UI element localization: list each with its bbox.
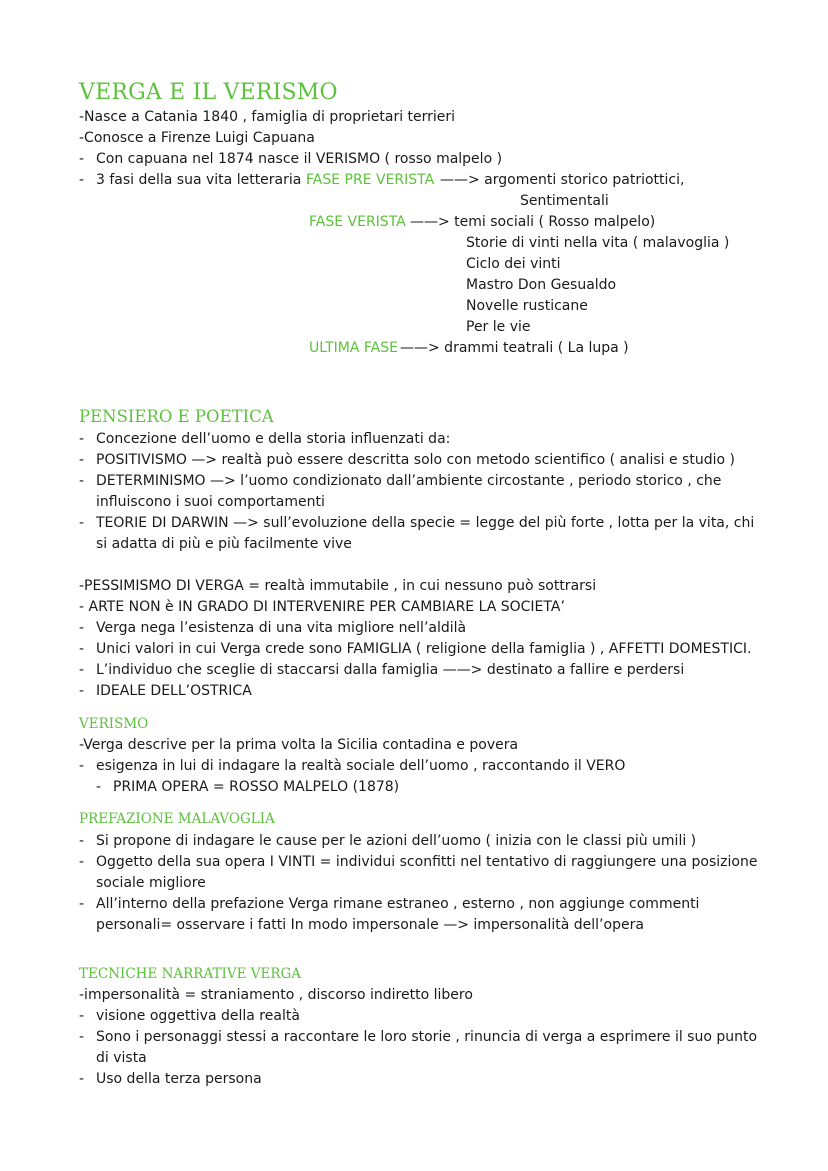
- bullet-dash: -: [79, 452, 85, 468]
- bullet-text: L’individuo che sceglie di staccarsi dalla famiglia ——> destinato a fallire e perdersi: [96, 662, 685, 678]
- bullet-dash: -: [79, 151, 85, 167]
- text-line: -PESSIMISMO DI VERGA = realtà immutabile , in cui nessuno può sottrarsi: [79, 578, 597, 594]
- text-line: -Nasce a Catania 1840 , famiglia di proprietari terrieri: [79, 109, 456, 125]
- bullet-dash: -: [79, 662, 85, 678]
- bullet-text: personali= osservare i fatti In modo impersonale —> impersonalità dell’opera: [96, 917, 644, 933]
- bullet-dash: -: [79, 1008, 85, 1024]
- bullet-text: POSITIVISMO —> realtà può essere descritta solo con metodo scientifico ( analisi e studio ): [96, 452, 735, 468]
- section-title-verismo: VERISMO: [79, 716, 149, 732]
- text-line: -Verga descrive per la prima volta la Sicilia contadina e povera: [79, 737, 519, 753]
- bullet-dash: -: [79, 172, 85, 188]
- bullet-text: visione oggettiva della realtà: [96, 1008, 300, 1024]
- bullet-text: All’interno della prefazione Verga rimane estraneo , esterno , non aggiunge commenti: [96, 896, 700, 912]
- bullet-dash: -: [79, 833, 85, 849]
- bullet-text: Oggetto della sua opera I VINTI = individui sconfitti nel tentativo di raggiungere una posizione: [96, 854, 758, 870]
- bullet-text: Verga nega l’esistenza di una vita migliore nell’aldilà: [96, 620, 467, 636]
- phase-text: ——> drammi teatrali ( La lupa ): [400, 340, 629, 356]
- bullet-dash: -: [79, 854, 85, 870]
- phase-item: Per le vie: [466, 319, 531, 335]
- phase-text: ——> argomenti storico patriottici,: [440, 172, 685, 188]
- bullet-dash: -: [79, 1071, 85, 1087]
- text-line: - ARTE NON è IN GRADO DI INTERVENIRE PER CAMBIARE LA SOCIETA’: [79, 599, 565, 615]
- bullet-text: esigenza in lui di indagare la realtà sociale dell’uomo , raccontando il VERO: [96, 758, 626, 774]
- bullet-text: Si propone di indagare le cause per le azioni dell’uomo ( inizia con le classi più umili ): [96, 833, 697, 849]
- bullet-text: Uso della terza persona: [96, 1071, 262, 1087]
- bullet-dash: -: [79, 515, 85, 531]
- bullet-text: di vista: [96, 1050, 147, 1066]
- phase-text: ——> temi sociali ( Rosso malpelo): [410, 214, 656, 230]
- bullet-dash: -: [79, 683, 85, 699]
- bullet-dash: -: [79, 758, 85, 774]
- phase-item: Storie di vinti nella vita ( malavoglia ): [466, 235, 730, 251]
- bullet-text: Concezione dell’uomo e della storia influenzati da:: [96, 431, 451, 447]
- bullet-text: sociale migliore: [96, 875, 206, 891]
- bullet-text: IDEALE DELL’OSTRICA: [96, 683, 252, 699]
- phase-label-ultima: ULTIMA FASE: [309, 340, 398, 356]
- bullet-dash: -: [79, 896, 85, 912]
- bullet-text: influiscono i suoi comportamenti: [96, 494, 325, 510]
- bullet-text: si adatta di più e più facilmente vive: [96, 536, 352, 552]
- bullet-dash: -: [79, 473, 85, 489]
- section-title-prefazione: PREFAZIONE MALAVOGLIA: [79, 811, 275, 827]
- bullet-dash: -: [79, 1029, 85, 1045]
- text-line: -Conosce a Firenze Luigi Capuana: [79, 130, 315, 146]
- text-line: -impersonalità = straniamento , discorso indiretto libero: [79, 987, 473, 1003]
- sub-bullet-text: PRIMA OPERA = ROSSO MALPELO (1878): [113, 779, 400, 795]
- bullet-text: TEORIE DI DARWIN —> sull’evoluzione della specie = legge del più forte , lotta per la vita, chi: [96, 515, 755, 531]
- bullet-dash: -: [96, 779, 102, 795]
- phase-item: Ciclo dei vinti: [466, 256, 561, 272]
- phase-item: Novelle rusticane: [466, 298, 588, 314]
- phase-text: Sentimentali: [520, 193, 609, 209]
- bullet-text: Unici valori in cui Verga crede sono FAMIGLIA ( religione della famiglia ) , AFFETTI DOMESTICI.: [96, 641, 752, 657]
- bullet-dash: -: [79, 620, 85, 636]
- phase-item: Mastro Don Gesualdo: [466, 277, 617, 293]
- bullet-dash: -: [79, 641, 85, 657]
- phase-label-pre-verista: FASE PRE VERISTA: [306, 172, 435, 188]
- section-title-tecniche: TECNICHE NARRATIVE VERGA: [79, 966, 302, 982]
- bullet-dash: -: [79, 431, 85, 447]
- bullet-text: Sono i personaggi stessi a raccontare le loro storie , rinuncia di verga a esprimere il suo punto: [96, 1029, 758, 1045]
- bullet-text: Con capuana nel 1874 nasce il VERISMO ( rosso malpelo ): [96, 151, 503, 167]
- phase-label-verista: FASE VERISTA: [309, 214, 406, 230]
- section-title-verga: VERGA E IL VERISMO: [79, 80, 338, 105]
- section-title-pensiero: PENSIERO E POETICA: [79, 407, 274, 426]
- bullet-text: DETERMINISMO —> l’uomo condizionato dall’ambiente circostante , periodo storico , che: [96, 473, 722, 489]
- bullet-text: 3 fasi della sua vita letteraria :: [96, 172, 311, 188]
